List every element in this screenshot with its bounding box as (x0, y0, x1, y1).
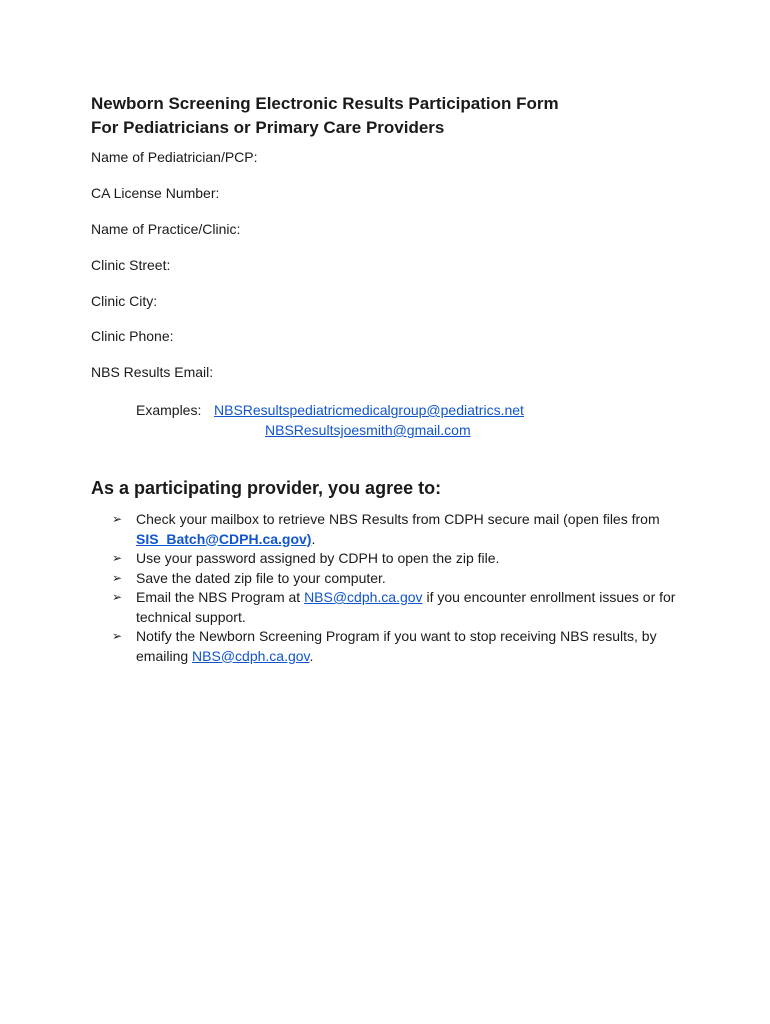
example-email-link-1[interactable]: NBSResultspediatricmedicalgroup@pediatrics.net (214, 402, 524, 418)
field-label-street: Clinic Street: (91, 257, 171, 273)
agreement-list (112, 510, 682, 666)
form-title (91, 92, 559, 140)
agreement-item-save-zip (112, 569, 682, 589)
agreement-item-text: Email the NBS Program at (136, 589, 305, 605)
agreement-item-text: Check your mailbox to retrieve NBS Results from CDPH secure mail (open files from (136, 511, 660, 527)
agreement-item-text-end: if you encounter enrollment issues or for technical support. (136, 589, 676, 625)
agreement-item-text: Save the dated zip file to your computer. (136, 569, 386, 586)
examples-label: Examples: (136, 402, 202, 418)
agreement-heading: As a participating provider, you agree to: (91, 478, 442, 498)
agreement-item-password (112, 549, 682, 569)
agreement-item-text: Use your password assigned by CDPH to open the zip file. (136, 550, 500, 566)
arrow-bullet-icon: ➢ (112, 629, 123, 643)
agreement-item-notify-stop (112, 627, 682, 666)
field-label-phone: Clinic Phone: (91, 328, 174, 344)
field-label-city: Clinic City: (91, 293, 158, 309)
arrow-bullet-icon: ➢ (112, 512, 123, 526)
nbs-email-link[interactable]: NBS@cdph.ca.gov (304, 589, 423, 605)
agreement-item-text-end: . (311, 530, 316, 547)
sis-batch-email-link[interactable]: SIS_Batch@CDPH.ca.gov) (136, 530, 312, 547)
field-label-practice: Name of Practice/Clinic: (91, 221, 241, 237)
form-title-line-1: Newborn Screening Electronic Results Participation Form (91, 94, 559, 113)
field-label-license: CA License Number: (91, 185, 220, 201)
agreement-item-check-mailbox (112, 510, 682, 549)
field-label-pediatrician: Name of Pediatrician/PCP: (91, 149, 258, 165)
arrow-bullet-icon: ➢ (112, 590, 123, 604)
email-examples (136, 400, 524, 440)
agreement-item-text-end: . (309, 647, 314, 664)
example-email-link-2[interactable]: NBSResultsjoesmith@gmail.com (265, 422, 471, 438)
field-label-email: NBS Results Email: (91, 364, 214, 380)
arrow-bullet-icon: ➢ (112, 551, 123, 565)
form-title-line-2: For Pediatricians or Primary Care Providers (91, 118, 445, 137)
nbs-email-link-notify[interactable]: NBS@cdph.ca.gov (192, 647, 310, 664)
agreement-item-email-program (112, 588, 682, 627)
agreement-item-text: Notify the Newborn Screening Program if you want to stop receiving NBS results, by emailing (136, 628, 657, 664)
arrow-bullet-icon: ➢ (112, 570, 123, 585)
